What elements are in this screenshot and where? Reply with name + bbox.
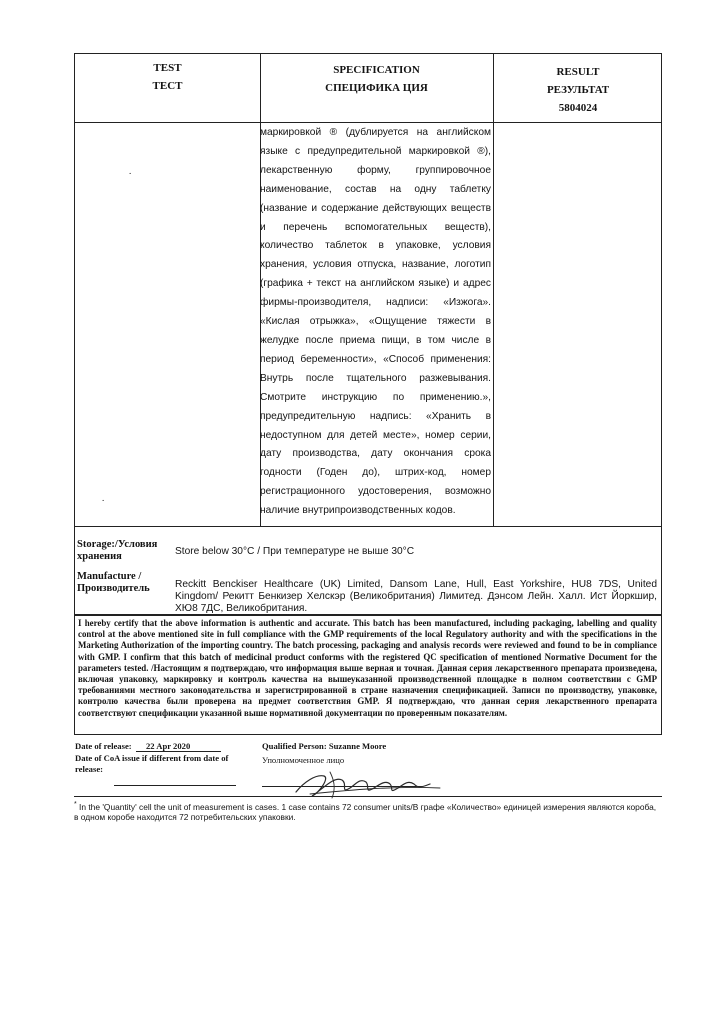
header-test-en: TEST xyxy=(153,62,182,74)
header-divider xyxy=(75,122,661,123)
header-test xyxy=(75,59,260,95)
storage-label: Storage:/Условия хранения xyxy=(77,539,158,562)
footnote xyxy=(74,800,662,823)
specification-text: маркировкой ® (дублируется на английском языке с предупредительной маркировкой ®), лекарственную форму, группировочное наименование, состав на одну таблетку (название и содержание действующих веществ и перечень вспомогательных веществ), количество таблеток в упаковке, условия хранения, условия отпуска, название, логотип (графика + текст на английском языке) и адрес фирмы-производителя, надписи: «Изжога». «Кислая отрыжка», «Ощущение тяжести в желудке после приема пищи, в том числе в период беременности», «Способ применения: Внутрь после тщательного разжевывания. Смотрите инструкцию по применению.», предупредительную надпись: «Хранить в недоступном для детей месте», номер серии, дату производства, дату окончания срока годности (Годен до), штрих-код, номер регистрационного удостоверения, возможно наличие внутрипроизводственных кодов. xyxy=(260,127,491,517)
qualified-person-ru: Уполномоченное лицо xyxy=(262,755,345,765)
header-test-ru: ТЕСТ xyxy=(152,80,183,92)
header-result-en: RESULT xyxy=(556,66,600,78)
specification-table xyxy=(74,53,662,527)
manufacture-label: Manufacture / Производитель xyxy=(77,571,150,594)
coa-issue-underline xyxy=(114,785,236,786)
footnote-text: In the 'Quantity' cell the unit of measurement is cases. 1 case contains 72 consumer units/В графе «Количество» единицей измерения являются короба, в одном коробе находится 72 потребительских упаковки. xyxy=(74,801,657,823)
header-spec-ru: СПЕЦИФИКА ЦИЯ xyxy=(325,82,428,94)
footnote-divider xyxy=(74,796,662,797)
column-divider xyxy=(493,54,494,526)
test-cell-mark: . xyxy=(129,166,132,176)
header-specification xyxy=(260,61,493,97)
header-spec-en: SPECIFICATION xyxy=(333,64,420,76)
header-result-ru: РЕЗУЛЬТАТ xyxy=(546,84,610,96)
certification-statement: I hereby certify that the above information is authentic and accurate. This batch has been manufactured, including packaging, labelling and quality control at the above mentioned site in full compliance with the GMP requirements of the local Regulatory authority and with the specifications in the Marketing Authorization of the importing country. The batch processing, packaging and analysis records were reviewed and found to be in compliance with GMP. I confirm that this batch of medicinal product conforms with the registered QC specification of mentioned Normative Document for the parameters tested. /Настоящим я подтверждаю, что информация выше верная и точная. Данная серия лекарственного препарата произведена, включая упаковку, маркировку и контроль качества на вышеуказанной производственной площадке в полном соответствии с GMP требованиями местного законодательства и зарегистрированной в стране назначения спецификацией. Записи по производству, упаковке, контролю качества были проверена на предмет соответствия GMP. Я подтверждаю, что данная серия лекарственного препарата соответствуют спецификации указанной выше нормативной документации по проверенным показателям. xyxy=(74,615,662,735)
storage-value: Store below 30°C / При температуре не выше 30°C xyxy=(175,546,415,557)
coa-issue-label: Date of CoA issue if different from date of release: xyxy=(75,753,229,774)
storage-manufacture-block xyxy=(74,527,662,615)
release-date-underline xyxy=(136,751,221,752)
batch-number: 5804024 xyxy=(558,102,598,114)
release-date-label: Date of release: xyxy=(75,741,132,751)
release-date-value: 22 Apr 2020 xyxy=(146,741,191,751)
header-result xyxy=(493,63,663,117)
signature-image xyxy=(290,764,450,804)
manufacture-value: Reckitt Benckiser Healthcare (UK) Limited, Dansom Lane, Hull, East Yorkshire, HU8 7DS, United Kingdom/ Рекитт Бенкизер Хелскэр (Великобритания) Лимитед. Дэнсом Лейн. Халл. Ист Йоркшир, ХЮ8 7ДС, Великобритания. xyxy=(175,579,657,614)
test-cell-mark: . xyxy=(102,493,105,503)
footnote-marker: * xyxy=(74,801,77,808)
qualified-person-label: Qualified Person: Suzanne Moore xyxy=(262,741,387,751)
